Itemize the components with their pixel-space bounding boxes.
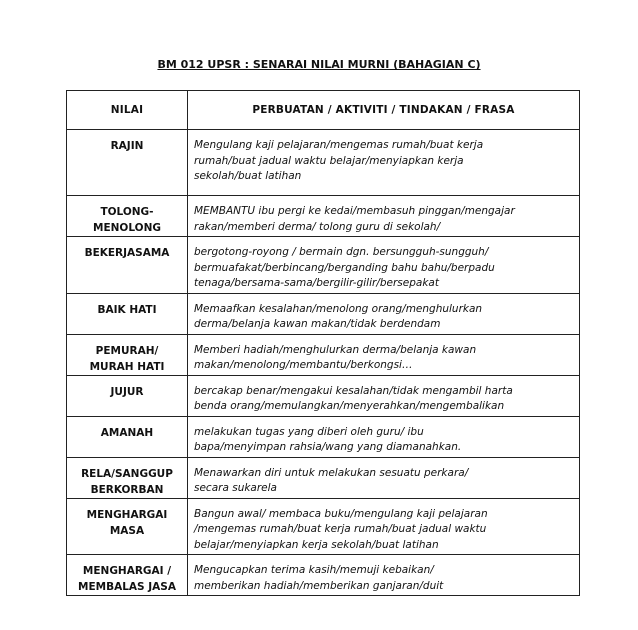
perbuatan-line: bercakap benar/mengakui kesalahan/tidak mengambil harta (194, 384, 513, 397)
nilai-cell (67, 293, 188, 334)
table-row (67, 498, 580, 555)
perbuatan-cell (188, 555, 580, 596)
perbuatan-line: Mengucapkan terima kasih/memuji kebaikan/ (194, 564, 434, 576)
perbuatan-line: Mengulang kaji pelajaran/mengemas rumah/buat kerja (194, 139, 484, 151)
nilai-label: PEMURAH/ (95, 344, 159, 357)
perbuatan-line: rumah/buat jadual waktu belajar/menyiapkan kerja (194, 154, 464, 167)
nilai-label: MENGHARGAI / (82, 565, 172, 577)
perbuatan-line: makan/menolong/membantu/berkongsi… (194, 359, 413, 371)
perbuatan-cell (188, 293, 580, 334)
nilai-cell (67, 334, 188, 375)
nilai-murni-table (66, 90, 580, 596)
nilai-label: MENOLONG (93, 222, 161, 234)
table-row (67, 237, 580, 294)
nilai-label: MASA (109, 524, 145, 537)
nilai-label: BERKORBAN (90, 483, 164, 496)
perbuatan-line: bermuafakat/berbincang/berganding bahu bahu/berpadu (194, 261, 495, 274)
perbuatan-line: Bangun awal/ membaca buku/mengulang kaji pelajaran (194, 507, 488, 520)
perbuatan-line: tenaga/bersama-sama/bergilir-gilir/bersepakat (194, 277, 439, 289)
nilai-cell (67, 498, 188, 555)
perbuatan-line: bergotong-royong / bermain dgn. bersungguh-sungguh/ (194, 246, 489, 258)
perbuatan-cell (188, 334, 580, 375)
perbuatan-cell (188, 375, 580, 416)
page-title: BM 012 UPSR : SENARAI NILAI MURNI (BAHAGIAN C) (157, 58, 481, 71)
perbuatan-cell (188, 416, 580, 457)
table-row (67, 375, 580, 416)
perbuatan-line: benda orang/memulangkan/menyerahkan/mengembalikan (194, 400, 505, 412)
perbuatan-line: secara sukarela (194, 482, 277, 494)
nilai-cell (67, 375, 188, 416)
perbuatan-line: Memaafkan kesalahan/menolong orang/menghulurkan (194, 302, 483, 315)
header-nilai: NILAI (67, 91, 188, 130)
perbuatan-line: belajar/menyiapkan kerja sekolah/buat latihan (194, 538, 439, 551)
perbuatan-cell (188, 457, 580, 498)
nilai-label: MENGHARGAI (86, 508, 168, 521)
perbuatan-line: Menawarkan diri untuk melakukan sesuatu perkara/ (194, 466, 469, 479)
nilai-label: MURAH HATI (89, 360, 165, 373)
nilai-cell (67, 196, 188, 237)
table-row (67, 196, 580, 237)
perbuatan-line: rakan/memberi derma/ tolong guru di sekolah/ (194, 220, 441, 233)
perbuatan-line: derma/belanja kawan makan/tidak berdendam (194, 318, 441, 330)
table-body (67, 130, 580, 596)
nilai-label: RAJIN (110, 140, 144, 152)
nilai-cell (67, 416, 188, 457)
perbuatan-line: bapa/menyimpan rahsia/wang yang diamanahkan. (194, 441, 462, 453)
table-row (67, 457, 580, 498)
perbuatan-line: Memberi hadiah/menghulurkan derma/belanja kawan (194, 343, 477, 356)
nilai-cell (67, 555, 188, 596)
header-perbuatan: PERBUATAN / AKTIVITI / TINDAKAN / FRASA (188, 91, 580, 130)
nilai-label: MEMBALAS JASA (78, 581, 176, 593)
nilai-label: RELA/SANGGUP (81, 467, 173, 480)
table-row (67, 334, 580, 375)
perbuatan-cell (188, 196, 580, 237)
perbuatan-line: melakukan tugas yang diberi oleh guru/ ibu (194, 425, 424, 438)
table-row (67, 130, 580, 196)
table-row (67, 555, 580, 596)
nilai-label: BEKERJASAMA (84, 247, 170, 259)
table-row (67, 293, 580, 334)
perbuatan-cell (188, 130, 580, 196)
perbuatan-cell (188, 498, 580, 555)
perbuatan-cell (188, 237, 580, 294)
perbuatan-line: memberikan hadiah/memberikan ganjaran/duit (194, 579, 444, 592)
perbuatan-line: MEMBANTU ibu pergi ke kedai/membasuh pinggan/mengajar (194, 205, 515, 217)
nilai-label: JUJUR (110, 385, 144, 398)
table-row (67, 416, 580, 457)
nilai-cell (67, 237, 188, 294)
nilai-label: BAIK HATI (97, 303, 157, 316)
nilai-cell (67, 130, 188, 196)
table-header-row (67, 91, 580, 130)
nilai-cell (67, 457, 188, 498)
nilai-label: AMANAH (100, 426, 154, 439)
nilai-label: TOLONG- (100, 206, 154, 218)
perbuatan-line: /mengemas rumah/buat kerja rumah/buat jadual waktu (194, 523, 487, 535)
perbuatan-line: sekolah/buat latihan (194, 170, 302, 182)
